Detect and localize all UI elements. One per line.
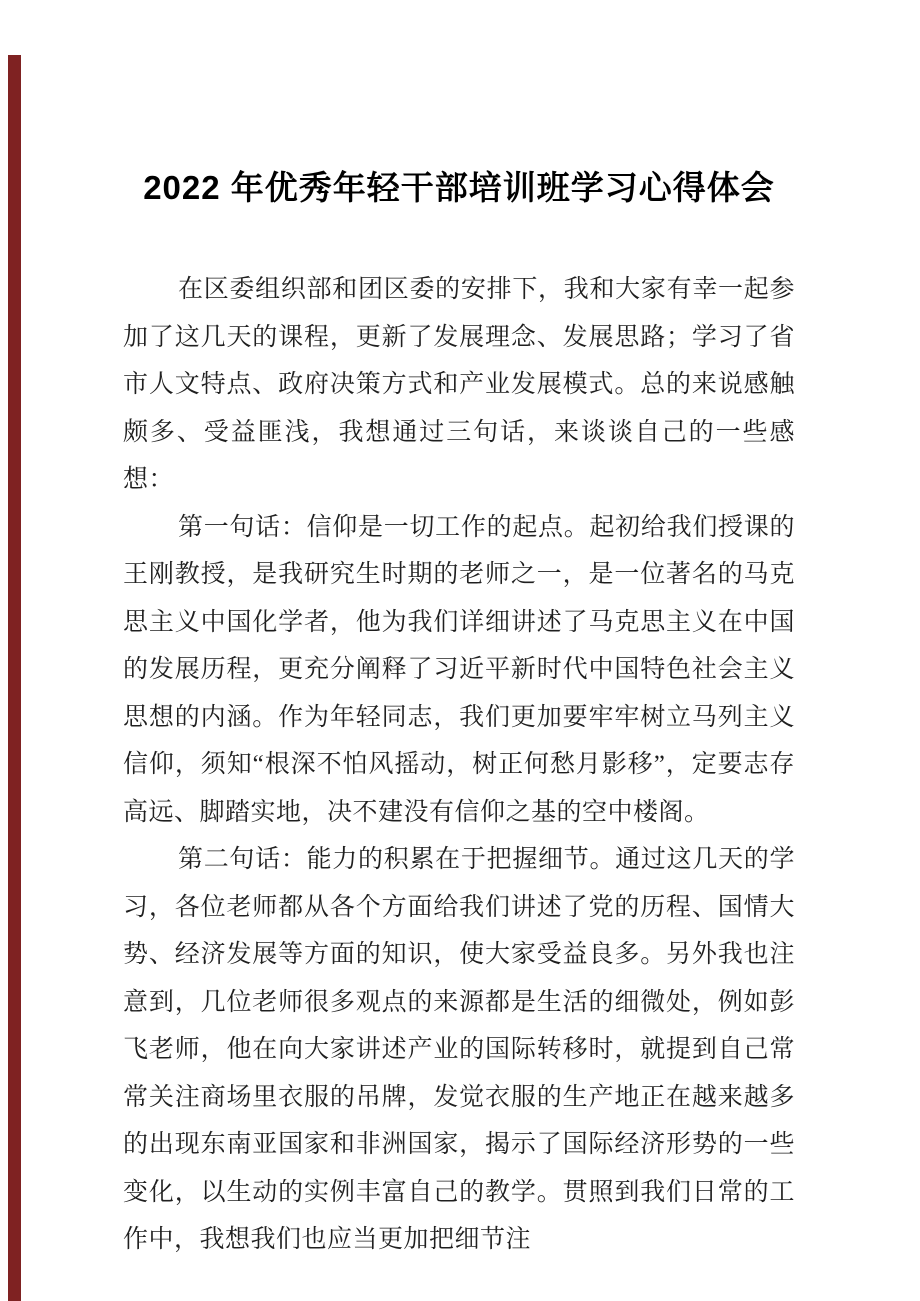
body-paragraph-3: 第二句话：能力的积累在于把握细节。通过这几天的学习，各位老师都从各个方面给我们讲述了党的历程、国情大势、经济发展等方面的知识，使大家受益良多。另外我也注意到，几位老师很多观点的来源都是生活的细微处，例如彭飞老师，他在向大家讲述产业的国际转移时，就提到自己常常关注商场里衣服的吊牌，发觉衣服的生产地正在越来越多的出现东南亚国家和非洲国家，揭示了国际经济形势的一些变化，以生动的实例丰富自己的教学。贯照到我们日常的工作中，我想我们也应当更加把细节注 — [123, 846, 795, 1253]
document-title: 2022 年优秀年轻干部培训班学习心得体会 — [143, 169, 775, 206]
body-paragraph-2: 第一句话：信仰是一切工作的起点。起初给我们授课的王刚教授，是我研究生时期的老师之一，是一位著名的马克思主义中国化学者，他为我们详细讲述了马克思主义在中国的发展历程，更充分阐释了习近平新时代中国特色社会主义思想的内涵。作为年轻同志，我们更加要牢牢树立马列主义信仰，须知“根深不怕风摇动，树正何愁月影移”，定要志存高远、脚踏实地，决不建没有信仰之基的空中楼阁。 — [123, 513, 795, 826]
document-body — [123, 0, 795, 1264]
body-paragraph-1: 在区委组织部和团区委的安排下，我和大家有幸一起参加了这几天的课程，更新了发展理念、发展思路；学习了省市人文特点、政府决策方式和产业发展模式。总的来说感触颇多、受益匪浅，我想通过三句话，来谈谈自己的一些感想： — [123, 276, 795, 493]
left-border-bar — [8, 55, 21, 1301]
